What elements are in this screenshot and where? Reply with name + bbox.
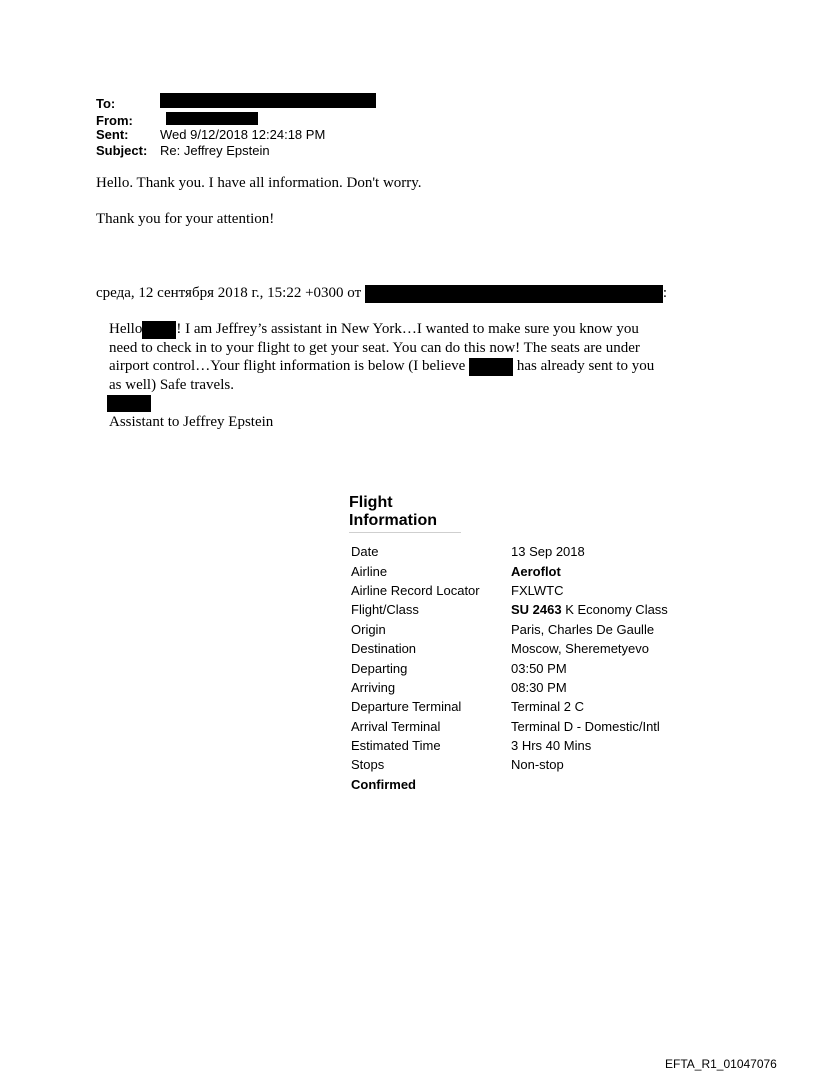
subject-value: Re: Jeffrey Epstein [160,142,270,158]
quote-header-suffix: : [662,285,668,301]
flight-row [349,717,668,736]
subject-row [96,143,376,159]
sent-value: Wed 9/12/2018 12:24:18 PM [160,127,326,142]
quote-line-4: as well) Safe travels. [109,376,234,393]
document-id: EFTA_R1_01047076 [665,1057,777,1071]
redaction-sender [365,285,663,303]
flight-row [349,658,668,677]
flight-row [349,755,668,774]
quote-line-3-text-a: airport control…Your flight information is below (I believe [109,358,466,374]
flight-row-value: 03:50 PM [511,660,567,676]
flight-row-value: Non-stop [511,757,564,773]
signature: Assistant to Jeffrey Epstein [109,413,274,430]
quoted-message [109,320,699,431]
quote-line-2: need to check in to your flight to get your seat. You can do this now! The seats are under [109,339,640,356]
flight-row-label: Flight/Class [351,602,419,618]
flight-row [349,697,668,716]
flight-row [349,620,668,639]
flight-row-label: Arriving [351,679,396,695]
flight-row-label: Airline [351,563,388,579]
quote-line-1 [109,320,699,339]
sent-row [96,127,376,143]
flight-row [349,581,668,600]
flight-row-value: Terminal D - Domestic/Intl [511,718,660,734]
flight-row-value: Aeroflot [511,563,561,579]
redaction-to [160,93,376,108]
to-label: To: [96,96,116,111]
quote-line-1-text: ! I am Jeffrey’s assistant in New York…I wanted to make sure you know you [176,321,639,337]
quote-header-prefix: среда, 12 сентября 2018 г., 15:22 +0300 от [96,285,362,301]
flight-row [349,600,668,619]
flight-row-value: 08:30 PM [511,679,567,695]
sent-label: Sent: [96,127,129,142]
signature-redaction-line [109,394,699,413]
flight-status: Confirmed [351,776,416,792]
flight-row-label: Estimated Time [351,738,441,754]
reply-line-1: Hello. Thank you. I have all information. Don't worry. [96,175,422,191]
quote-line-3-text-b: has already sent to you [516,358,655,374]
flight-number: SU 2463 [511,602,562,618]
flight-row-value: 13 Sep 2018 [511,544,585,560]
flight-row-label: Airline Record Locator [351,582,480,598]
flight-row-label: Destination [351,641,417,657]
from-label: From: [96,112,133,128]
reply-line-2: Thank you for your attention! [96,211,275,227]
flight-row-label: Date [351,544,379,560]
flight-row-value: 3 Hrs 40 Mins [511,738,592,754]
flight-row-value [511,602,668,617]
redaction-from [166,112,258,125]
flight-row-label: Departing [351,660,408,676]
flight-class: K Economy Class [565,602,668,618]
quote-header [96,284,667,303]
redaction-signature [107,395,151,412]
flight-row [349,678,668,697]
to-row [96,96,376,112]
redaction-recipient-name [142,321,176,339]
flight-information [349,494,668,794]
flight-row-label: Arrival Terminal [351,718,441,734]
quote-line-3 [109,357,699,376]
quote-greeting: Hello [109,321,143,337]
flight-row-value: Paris, Charles De Gaulle [511,621,655,637]
flight-row-label: Departure Terminal [351,699,462,715]
flight-row-label: Origin [351,621,386,637]
flight-row [349,561,668,580]
flight-row-value: Moscow, Sheremetyevo [511,641,650,657]
redaction-name-inline [469,358,513,376]
flight-row-value: Terminal 2 C [511,699,584,715]
subject-label: Subject: [96,142,148,158]
flight-row-value: FXLWTC [511,582,564,598]
flight-row [349,736,668,755]
flight-row [349,639,668,658]
email-header [96,96,376,158]
flight-table [349,542,668,775]
flight-row [349,542,668,561]
flight-title: Flight Information [349,494,461,533]
from-row [96,112,376,128]
flight-row-label: Stops [351,757,385,773]
